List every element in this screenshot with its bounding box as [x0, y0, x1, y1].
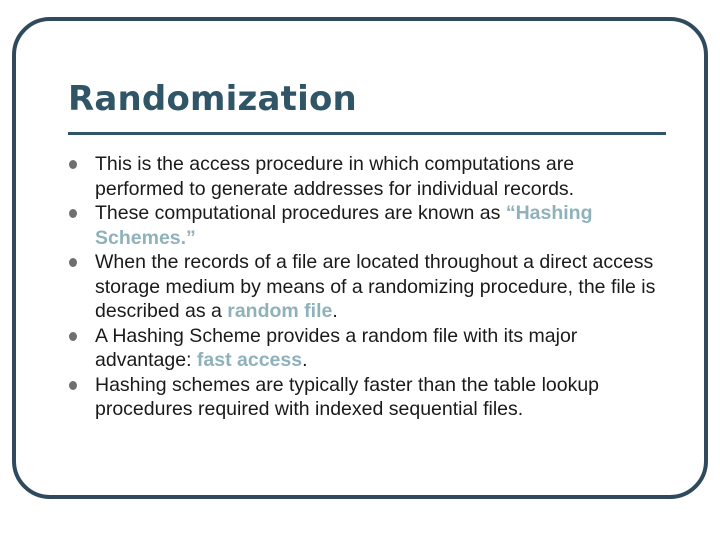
title-underline: [68, 132, 666, 135]
bullet-text-end: .: [302, 349, 308, 371]
bullet-list: [68, 152, 668, 422]
bullet-text: When the records of a file are located throughout a direct access storage medium by means of a randomizing procedure, the file is described as a: [95, 251, 656, 322]
bullet-text: Hashing schemes are typically faster than the table lookup procedures required with indexed sequential files.: [95, 373, 600, 420]
bullet-dot-icon: [69, 381, 77, 390]
highlight-term: “Hashing Schemes.”: [95, 202, 593, 249]
bullet-dot-icon: [69, 160, 77, 169]
bullet-text: A Hashing Scheme provides a random file with its major advantage:: [95, 324, 578, 371]
bullet-text-end: .: [332, 300, 338, 322]
bullet-item: [68, 373, 668, 422]
bullet-item: [68, 250, 668, 324]
slide-title: Randomization: [68, 79, 357, 119]
highlight-term: random file: [227, 300, 333, 322]
bullet-dot-icon: [69, 209, 77, 218]
bullet-item: [68, 201, 668, 250]
bullet-item: [68, 152, 668, 201]
bullet-dot-icon: [69, 332, 77, 341]
highlight-term: fast access: [196, 349, 303, 371]
bullet-text: These computational procedures are known as: [95, 202, 506, 224]
bullet-text: This is the access procedure in which computations are performed to generate addresses for individual records.: [95, 153, 575, 200]
bullet-dot-icon: [69, 258, 77, 267]
bullet-item: [68, 324, 668, 373]
